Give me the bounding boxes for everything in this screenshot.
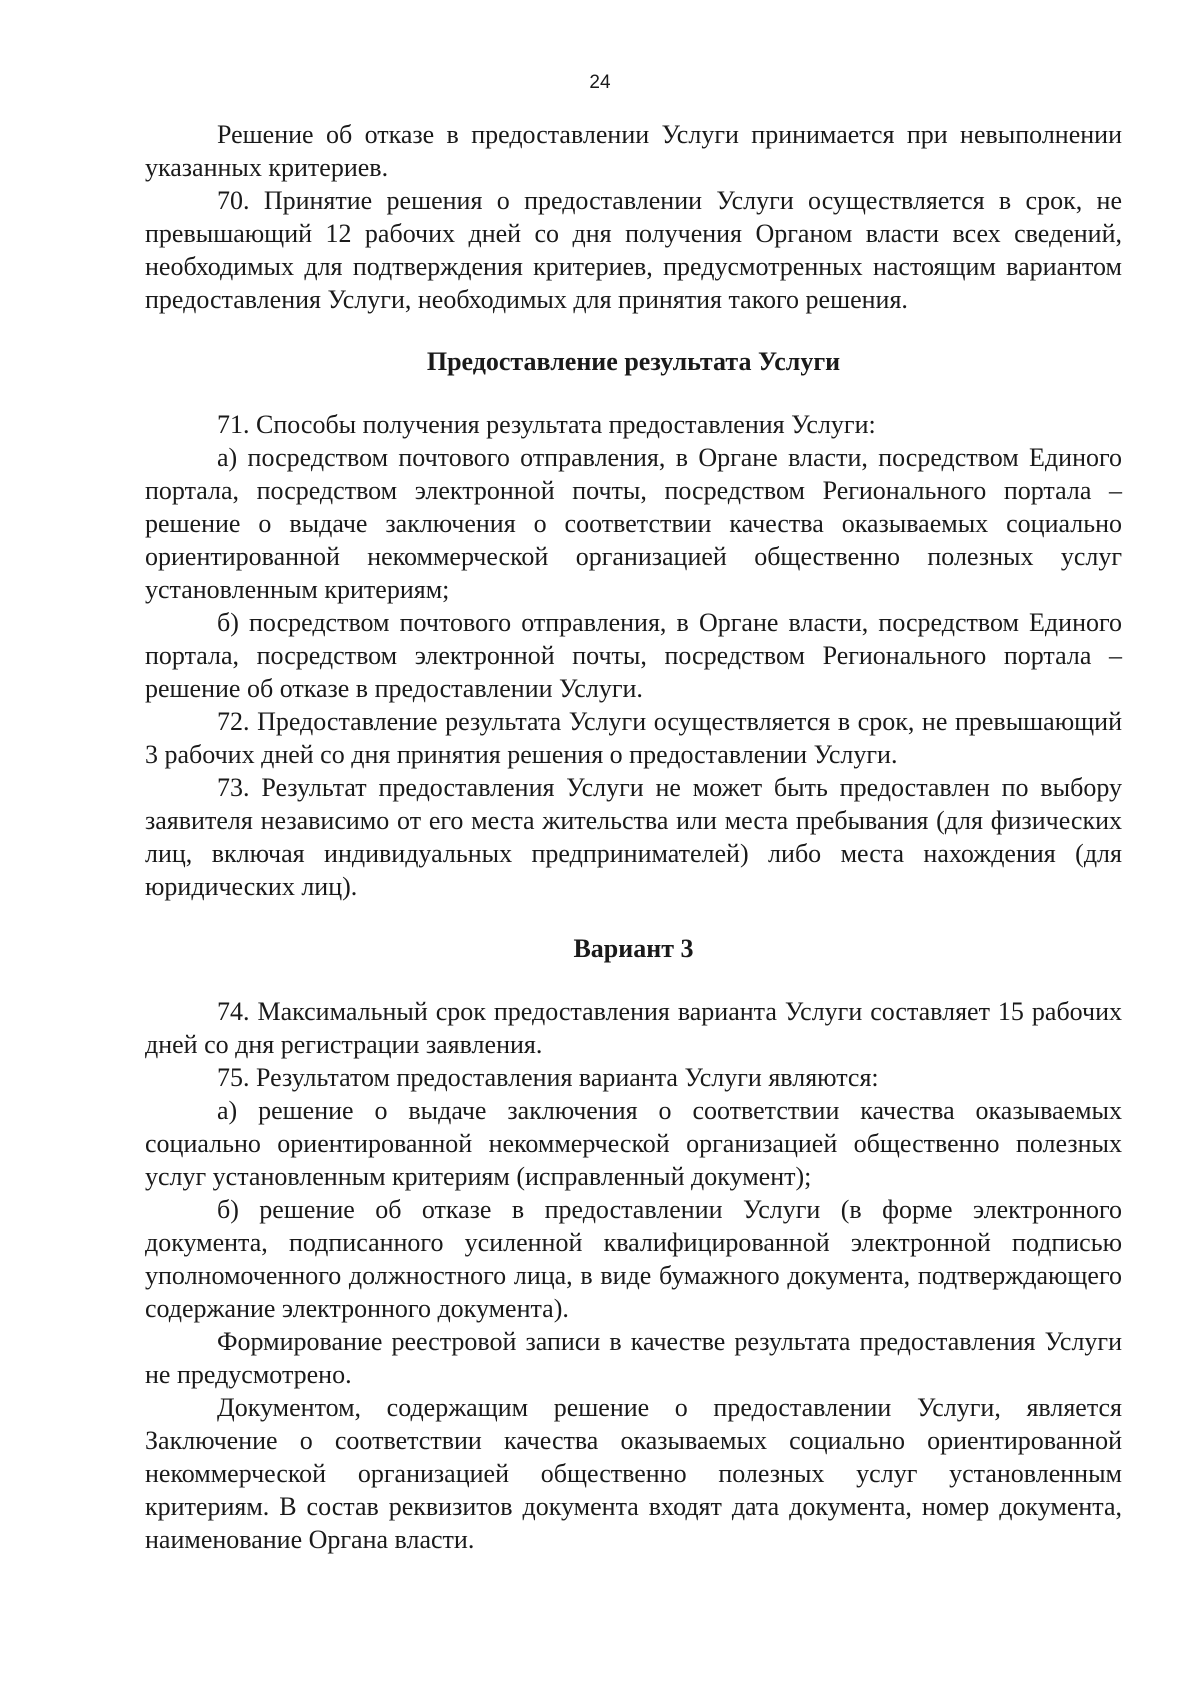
paragraph-75-b: б) решение об отказе в предоставлении Услуги (в форме электронного документа, подписанного усиленной квалифицированной электронной подписью уполномоченного должностного лица, в виде бумажного документа, подтверждающего содержание электронного документа). [145,1195,1122,1323]
paragraph-decision-document: Документом, содержащим решение о предоставлении Услуги, является Заключение о соответствии качества оказываемых социально ориентированной некоммерческой организацией общественно полезных услуг установленным критериям. В состав реквизитов документа входят дата документа, номер документа, наименование Органа власти. [145,1393,1122,1554]
section-heading-variant-3: Вариант 3 [573,934,694,963]
paragraph-refusal-decision: Решение об отказе в предоставлении Услуги принимается при невыполнении указанных критериев. [145,120,1122,182]
paragraph-71-b: б) посредством почтового отправления, в Органе власти, посредством Единого портала, посредством электронной почты, посредством Регионального портала – решение об отказе в предоставлении Услуги. [145,608,1122,703]
document-body [145,118,1122,1556]
paragraph-75: 75. Результатом предоставления варианта Услуги являются: [217,1063,879,1092]
paragraph-74: 74. Максимальный срок предоставления варианта Услуги составляет 15 рабочих дней со дня регистрации заявления. [145,997,1122,1059]
paragraph-72: 72. Предоставление результата Услуги осуществляется в срок, не превышающий 3 рабочих дней со дня принятия решения о предоставлении Услуги. [145,707,1122,769]
page-number: 24 [589,72,611,93]
paragraph-71-a: а) посредством почтового отправления, в Органе власти, посредством Единого портала, посредством электронной почты, посредством Регионального портала – решение о выдаче заключения о соответствии качества оказываемых социально ориентированной некоммерческой организацией общественно полезных услуг установленным критериям; [145,443,1122,604]
paragraph-71: 71. Способы получения результата предоставления Услуги: [217,410,876,439]
paragraph-70: 70. Принятие решения о предоставлении Услуги осуществляется в срок, не превышающий 12 рабочих дней со дня получения Органом власти всех сведений, необходимых для подтверждения критериев, предусмотренных настоящим вариантом предоставления Услуги, необходимых для принятия такого решения. [145,186,1122,314]
paragraph-73: 73. Результат предоставления Услуги не может быть предоставлен по выбору заявителя независимо от его места жительства или места пребывания (для физических лиц, включая индивидуальных предпринимателей) либо места нахождения (для юридических лиц). [145,773,1122,901]
paragraph-75-a: а) решение о выдаче заключения о соответствии качества оказываемых социально ориентированной некоммерческой организацией общественно полезных услуг установленным критериям (исправленный документ); [145,1096,1122,1191]
section-heading-result: Предоставление результата Услуги [426,347,841,376]
paragraph-registry-record: Формирование реестровой записи в качестве результата предоставления Услуги не предусмотрено. [145,1327,1122,1389]
